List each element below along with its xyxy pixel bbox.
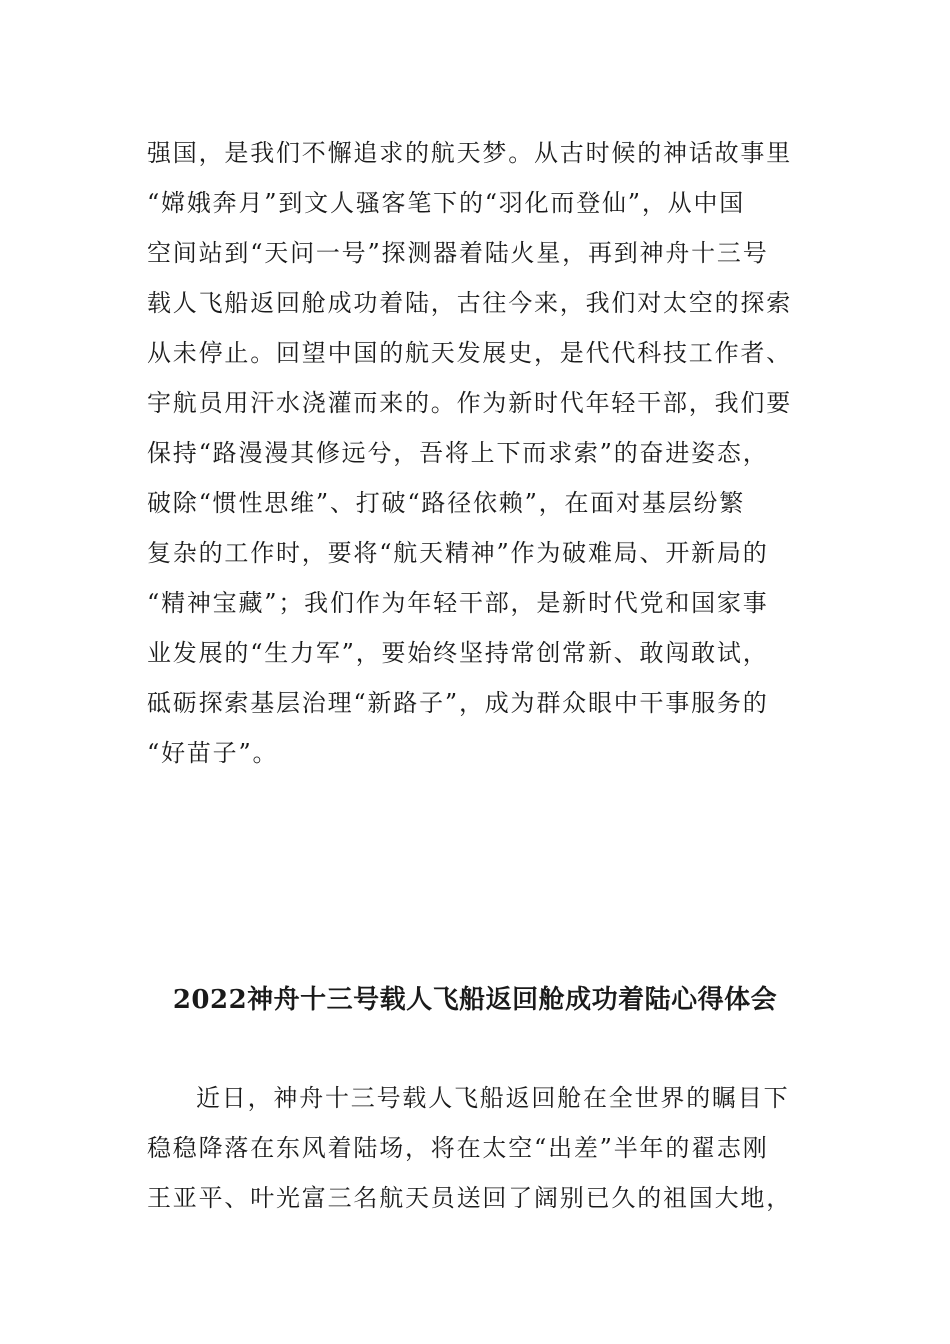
paragraph-line: 强国，是我们不懈追求的航天梦。从古时候的神话故事里	[147, 139, 792, 167]
paragraph-line: 稳稳降落在东风着陆场，将在太空“出差”半年的翟志刚	[147, 1134, 769, 1162]
paragraph-line: 宇航员用汗水浇灌而来的。作为新时代年轻干部，我们要	[147, 389, 792, 417]
paragraph-line: 从未停止。回望中国的航天发展史，是代代科技工作者、	[147, 339, 792, 367]
paragraph-line: 复杂的工作时，要将“航天精神”作为破难局、开新局的	[147, 539, 769, 567]
paragraph-line: “精神宝藏”；我们作为年轻干部，是新时代党和国家事	[147, 589, 769, 617]
paragraph-line: “嫦娥奔月”到文人骚客笔下的“羽化而登仙”，从中国	[147, 189, 746, 217]
paragraph-line-indented: 近日，神舟十三号载人飞船返回舱在全世界的瞩目下	[196, 1084, 790, 1112]
paragraph-line: “好苗子”。	[147, 739, 279, 767]
paragraph-line: 王亚平、叶光富三名航天员送回了阔别已久的祖国大地，	[147, 1184, 792, 1212]
paragraph-line: 保持“路漫漫其修远兮，吾将上下而求索”的奋进姿态，	[147, 439, 769, 467]
paragraph-line: 破除“惯性思维”、打破“路径依赖”，在面对基层纷繁	[147, 489, 746, 517]
article-title: 2022神舟十三号载人飞船返回舱成功着陆心得体会	[172, 985, 778, 1015]
paragraph-line: 空间站到“天问一号”探测器着陆火星，再到神舟十三号	[147, 239, 769, 267]
paragraph-line: 业发展的“生力军”，要始终坚持常创常新、敢闯敢试，	[147, 639, 769, 667]
paragraph-line: 砥砺探索基层治理“新路子”，成为群众眼中干事服务的	[147, 689, 769, 717]
paragraph-line: 载人飞船返回舱成功着陆，古往今来，我们对太空的探索	[147, 289, 792, 317]
